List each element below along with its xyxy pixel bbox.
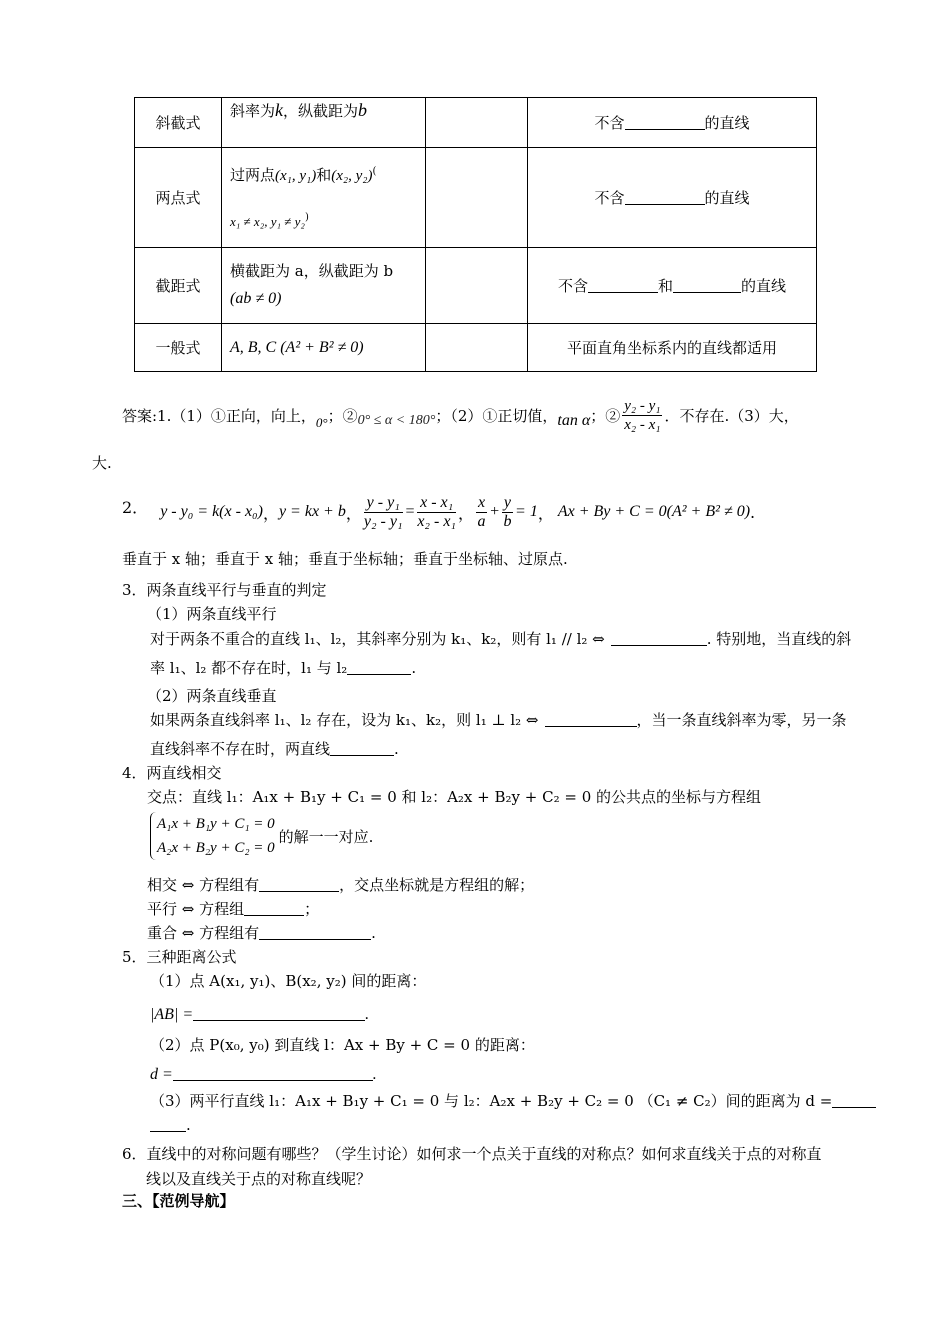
form-condition: A, B, C (A² + B² ≠ 0)	[222, 324, 426, 372]
form-note: 不含 和 的直线	[528, 248, 817, 324]
blank-cell	[426, 148, 528, 248]
perpendicular-text-1: 如果两条直线斜率 l₁、l₂ 存在，设为 k₁、k₂，则 l₁ ⊥ l₂ ⇔ ，当一条直线斜率为零，另一条	[150, 711, 847, 729]
line-forms-table	[134, 97, 817, 372]
perpendicular-title: （2）两条直线垂直	[147, 687, 277, 705]
form-note: 不含 的直线	[528, 148, 817, 248]
section-5-title: 5．三种距离公式	[122, 948, 237, 966]
intersect-row: 相交 ⇔ 方程组有 ，交点坐标就是方程组的解；	[147, 876, 535, 894]
answer-line-1: 答案:1.（1）①正向，向上， 0° ；② 0° ≤ α < 180° ；（2）①正切值， tan α ；② $\frac{\text{y₂ - y₁}}{\text{x₂ - x₁}}$ ．不存在.（3）大，	[122, 397, 799, 433]
section-4-title: 4．两直线相交	[122, 764, 222, 782]
form-condition: 过两点(x₁, y₁)和(x₂, y₂)( x₁ ≠ x₂, y₁ ≠ y₂)	[222, 148, 426, 248]
form-name: 斜截式	[135, 98, 222, 148]
answer-line-2: 大.	[92, 454, 112, 472]
section-6-line-1: 6．直线中的对称问题有哪些？（学生讨论）如何求一个点关于直线的对称点？如何求直线关于点的对称直	[122, 1145, 822, 1163]
parallel-text-1: 对于两条不重合的直线 l₁、l₂，其斜率分别为 k₁、k₂，则有 l₁ // l₂ ⇔ . 特别地，当直线的斜	[150, 630, 852, 648]
coincide-row: 重合 ⇔ 方程组有 .	[147, 924, 376, 942]
distance-point-line-answer: d = .	[150, 1066, 377, 1083]
blank-cell	[426, 324, 528, 372]
distance-parallel-lines: （3）两平行直线 l₁：A₁x + B₁y + C₁ = 0 与 l₂：A₂x + B₂y + C₂ = 0 （C₁ ≠ C₂）间的距离为 d =	[150, 1090, 876, 1111]
form-name: 截距式	[135, 248, 222, 324]
table-row	[135, 248, 817, 324]
form-name: 两点式	[135, 148, 222, 248]
table-row	[135, 148, 817, 248]
parallel-row: 平行 ⇔ 方程组 ；	[147, 900, 320, 918]
parallel-text-2: 率 l₁、l₂ 都不存在时，l₁ 与 l₂ .	[150, 659, 417, 677]
distance-points: （1）点 A(x₁, y₁)、B(x₂, y₂) 间的距离：	[150, 972, 427, 990]
equation-system: A₁x + B₁y + C₁ = 0 A₂x + B₂y + C₂ = 0 的解一一对应.	[150, 812, 373, 860]
table-row	[135, 98, 817, 148]
parallel-title: （1）两条直线平行	[147, 605, 277, 623]
form-condition: 斜率为k，纵截距为b	[222, 98, 426, 148]
answer-formulas: 2． y - y₀ = k(x - x₀) ， y = kx + b ， $\frac{\text{y - y₁}}{\text{y₂ - y₁}}$ = $\frac{\text{x - x₁}}{\text{x₂ - x₁}}$ ， $\frac{x}{a}$ + $\frac{y}{b}$ = 1 ， Ax + By + C = 0(A² + B² ≠ 0) .	[122, 493, 756, 530]
section-3-title: 3．两条直线平行与垂直的判定	[122, 581, 327, 599]
answer-line-3: 垂直于 x 轴；垂直于 x 轴；垂直于坐标轴；垂直于坐标轴、过原点.	[122, 550, 568, 568]
form-note: 平面直角坐标系内的直线都适用	[528, 324, 817, 372]
form-name: 一般式	[135, 324, 222, 372]
form-condition: 横截距为 a，纵截距为 b (ab ≠ 0)	[222, 248, 426, 324]
blank-cell	[426, 98, 528, 148]
table-row	[135, 324, 817, 372]
intersection-text: 交点：直线 l₁：A₁x + B₁y + C₁ = 0 和 l₂：A₂x + B₂y + C₂ = 0 的公共点的坐标与方程组	[147, 788, 762, 806]
distance-points-answer: |AB| = .	[150, 1006, 370, 1023]
slope-fraction: $\frac{\text{y₂ - y₁}}{\text{x₂ - x₁}}$	[624, 397, 661, 433]
section-examples-title: 三、【范例导航】	[122, 1192, 235, 1210]
section-6-line-2: 线以及直线关于点的对称直线呢？	[146, 1170, 372, 1188]
blank-cell	[426, 248, 528, 324]
perpendicular-text-2: 直线斜率不存在时，两直线 .	[150, 740, 399, 758]
distance-parallel-lines-cont: .	[150, 1116, 191, 1134]
distance-point-line: （2）点 P(x₀, y₀) 到直线 l：Ax + By + C = 0 的距离：	[150, 1036, 535, 1054]
form-note: 不含 的直线	[528, 98, 817, 148]
